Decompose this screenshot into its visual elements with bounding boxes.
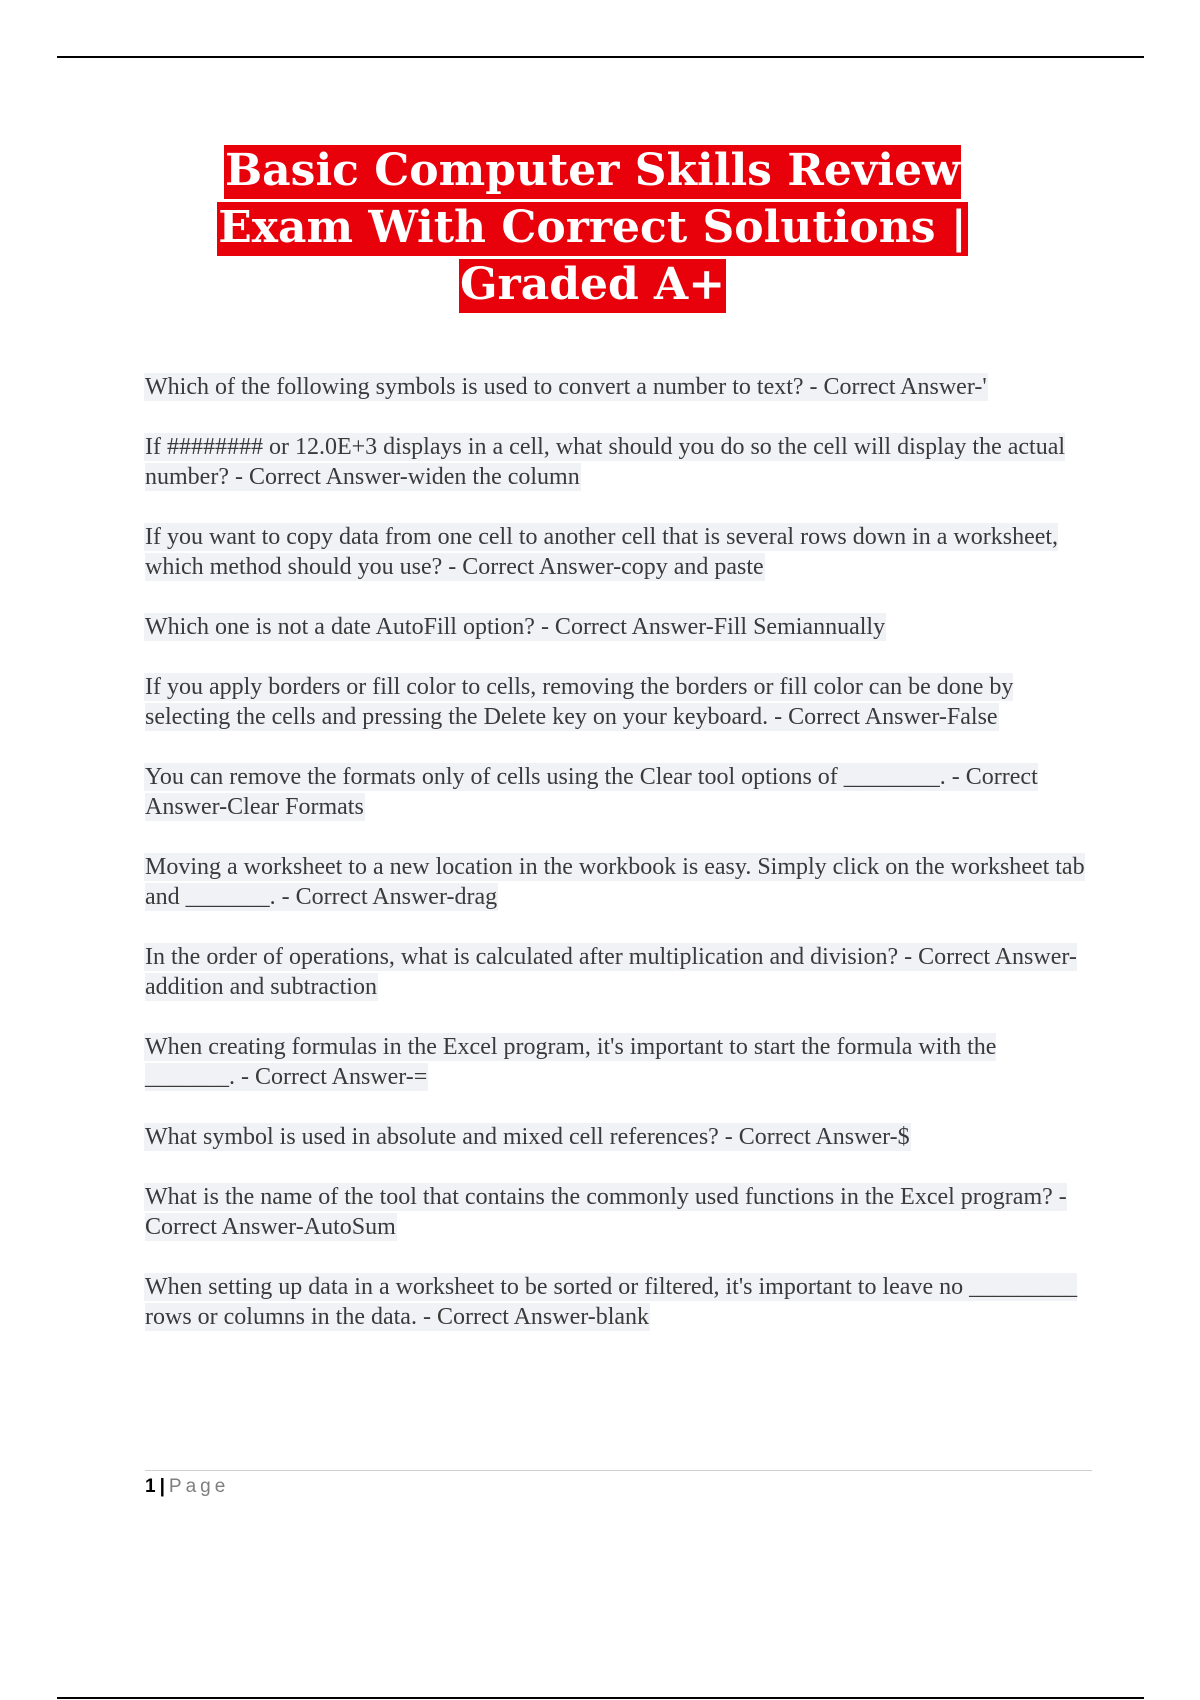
qa-item-10 — [145, 1122, 1090, 1152]
qa-item-11 — [145, 1182, 1090, 1242]
qa-item-5 — [145, 672, 1090, 732]
qa-item-4 — [145, 612, 1090, 642]
qa-text: If you apply borders or fill color to cells, removing the borders or fill color can be done by selecting the cells and pressing the Delete key on your keyboard. - Correct Answer-False — [145, 674, 1014, 730]
qa-text: If ######## or 12.0E+3 displays in a cell, what should you do so the cell will display the actual number? - Correct Answer-widen the column — [145, 434, 1066, 490]
question-answer-list — [145, 372, 1090, 1362]
qa-text: Which one is not a date AutoFill option? - Correct Answer-Fill Semiannually — [145, 614, 886, 640]
qa-item-2 — [145, 432, 1090, 492]
qa-item-6 — [145, 762, 1090, 822]
footer-rule — [145, 1470, 1092, 1471]
qa-text: What is the name of the tool that contains the commonly used functions in the Excel program? - Correct Answer-AutoSum — [145, 1184, 1067, 1240]
bottom-rule — [57, 1697, 1144, 1699]
qa-text: In the order of operations, what is calculated after multiplication and division? - Correct Answer-addition and subtraction — [145, 944, 1077, 1000]
qa-text: What symbol is used in absolute and mixed cell references? - Correct Answer-$ — [145, 1124, 910, 1150]
top-rule — [57, 56, 1144, 58]
title-line-2: Exam With Correct Solutions | — [218, 202, 967, 253]
qa-item-9 — [145, 1032, 1090, 1092]
page-number: 1 — [145, 1476, 156, 1497]
document-title — [140, 142, 1045, 313]
qa-item-1 — [145, 372, 1090, 402]
qa-text: Moving a worksheet to a new location in the workbook is easy. Simply click on the worksheet tab and _______. - Correct Answer-drag — [145, 854, 1085, 910]
qa-text: When setting up data in a worksheet to be sorted or filtered, it's important to leave no _________ rows or columns in the data. - Correct Answer-blank — [145, 1274, 1078, 1330]
qa-text: Which of the following symbols is used to convert a number to text? - Correct Answer-' — [145, 374, 987, 400]
page-label: Page — [168, 1476, 230, 1497]
title-line-3: Graded A+ — [459, 259, 726, 310]
page-footer — [145, 1475, 229, 1499]
qa-item-3 — [145, 522, 1090, 582]
footer-separator: | — [159, 1476, 165, 1497]
title-line-1: Basic Computer Skills Review — [224, 145, 960, 196]
qa-item-8 — [145, 942, 1090, 1002]
qa-item-7 — [145, 852, 1090, 912]
qa-text: If you want to copy data from one cell to another cell that is several rows down in a worksheet, which method should you use? - Correct Answer-copy and paste — [145, 524, 1059, 580]
qa-item-12 — [145, 1272, 1090, 1332]
qa-text: You can remove the formats only of cells using the Clear tool options of ________. - Correct Answer-Clear Formats — [145, 764, 1038, 820]
qa-text: When creating formulas in the Excel program, it's important to start the formula with the _______. - Correct Answer-= — [145, 1034, 997, 1090]
